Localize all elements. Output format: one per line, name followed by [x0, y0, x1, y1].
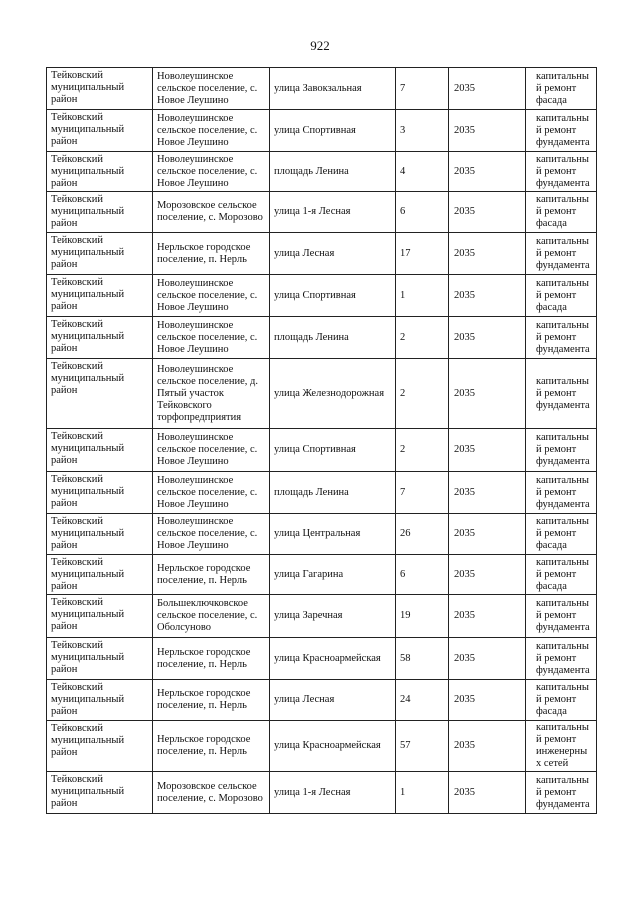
street-cell: улица Лесная — [270, 233, 396, 275]
district-cell: Тейковский муниципальный район — [47, 721, 153, 772]
year-cell: 2035 — [449, 514, 526, 555]
street-cell: улица Спортивная — [270, 429, 396, 472]
house-number-cell: 2 — [396, 359, 449, 429]
district-cell: Тейковский муниципальный район — [47, 317, 153, 359]
street-cell: улица Заречная — [270, 595, 396, 638]
work-type-cell: капитальный ремонт фундамента — [526, 110, 597, 152]
year-cell: 2035 — [449, 555, 526, 595]
settlement-cell: Новолеушинское сельское поселение, с. Новое Леушино — [153, 110, 270, 152]
work-type-cell: капитальный ремонт фасада — [526, 192, 597, 233]
year-cell: 2035 — [449, 192, 526, 233]
house-number-cell: 19 — [396, 595, 449, 638]
year-cell: 2035 — [449, 772, 526, 814]
work-type-cell: капитальный ремонт фасада — [526, 514, 597, 555]
settlement-cell: Большеключковское сельское поселение, с. Оболсуново — [153, 595, 270, 638]
house-number-cell: 1 — [396, 275, 449, 317]
house-number-cell: 6 — [396, 555, 449, 595]
district-cell: Тейковский муниципальный район — [47, 275, 153, 317]
street-cell: улица 1-я Лесная — [270, 192, 396, 233]
work-type-cell: капитальный ремонт фундамента — [526, 359, 597, 429]
settlement-cell: Нерльское городское поселение, п. Нерль — [153, 233, 270, 275]
table-row — [47, 68, 597, 110]
house-number-cell: 2 — [396, 429, 449, 472]
work-type-cell: капитальный ремонт фундамента — [526, 317, 597, 359]
street-cell: улица Центральная — [270, 514, 396, 555]
street-cell: улица Лесная — [270, 680, 396, 721]
work-type-cell: капитальный ремонт фундамента — [526, 233, 597, 275]
table-row — [47, 680, 597, 721]
house-number-cell: 24 — [396, 680, 449, 721]
settlement-cell: Новолеушинское сельское поселение, с. Новое Леушино — [153, 317, 270, 359]
district-cell: Тейковский муниципальный район — [47, 772, 153, 814]
house-number-cell: 26 — [396, 514, 449, 555]
house-number-cell: 7 — [396, 472, 449, 514]
work-type-cell: капитальный ремонт фундамента — [526, 152, 597, 192]
work-type-cell: капитальный ремонт фундамента — [526, 595, 597, 638]
house-number-cell: 6 — [396, 192, 449, 233]
settlement-cell: Новолеушинское сельское поселение, д. Пятый участок Тейковского торфопредприятия — [153, 359, 270, 429]
table-row — [47, 772, 597, 814]
year-cell: 2035 — [449, 359, 526, 429]
work-type-cell: капитальный ремонт фасада — [526, 555, 597, 595]
street-cell: площадь Ленина — [270, 317, 396, 359]
work-type-cell: капитальный ремонт фундамента — [526, 429, 597, 472]
house-number-cell: 57 — [396, 721, 449, 772]
district-cell: Тейковский муниципальный район — [47, 359, 153, 429]
year-cell: 2035 — [449, 595, 526, 638]
house-number-cell: 17 — [396, 233, 449, 275]
settlement-cell: Нерльское городское поселение, п. Нерль — [153, 638, 270, 680]
settlement-cell: Новолеушинское сельское поселение, с. Новое Леушино — [153, 429, 270, 472]
work-type-cell: капитальный ремонт фундамента — [526, 638, 597, 680]
street-cell: улица Красноармейская — [270, 721, 396, 772]
table-row — [47, 359, 597, 429]
work-type-cell: капитальный ремонт фасада — [526, 680, 597, 721]
street-cell: улица Красноармейская — [270, 638, 396, 680]
house-number-cell: 7 — [396, 68, 449, 110]
street-cell: улица Железнодорожная — [270, 359, 396, 429]
year-cell: 2035 — [449, 317, 526, 359]
house-number-cell: 1 — [396, 772, 449, 814]
table-row — [47, 595, 597, 638]
table-row — [47, 110, 597, 152]
street-cell: площадь Ленина — [270, 152, 396, 192]
house-number-cell: 58 — [396, 638, 449, 680]
district-cell: Тейковский муниципальный район — [47, 68, 153, 110]
district-cell: Тейковский муниципальный район — [47, 152, 153, 192]
table-row — [47, 721, 597, 772]
year-cell: 2035 — [449, 680, 526, 721]
settlement-cell: Новолеушинское сельское поселение, с. Новое Леушино — [153, 472, 270, 514]
year-cell: 2035 — [449, 110, 526, 152]
repair-schedule-table — [46, 67, 597, 814]
page-number: 922 — [310, 38, 330, 53]
work-type-cell: капитальный ремонт фундамента — [526, 472, 597, 514]
house-number-cell: 4 — [396, 152, 449, 192]
year-cell: 2035 — [449, 638, 526, 680]
street-cell: улица Спортивная — [270, 275, 396, 317]
district-cell: Тейковский муниципальный район — [47, 472, 153, 514]
district-cell: Тейковский муниципальный район — [47, 638, 153, 680]
settlement-cell: Нерльское городское поселение, п. Нерль — [153, 555, 270, 595]
table-row — [47, 192, 597, 233]
house-number-cell: 3 — [396, 110, 449, 152]
work-type-cell: капитальный ремонт фасада — [526, 275, 597, 317]
district-cell: Тейковский муниципальный район — [47, 680, 153, 721]
year-cell: 2035 — [449, 152, 526, 192]
district-cell: Тейковский муниципальный район — [47, 110, 153, 152]
street-cell: улица 1-я Лесная — [270, 772, 396, 814]
settlement-cell: Морозовское сельское поселение, с. Морозово — [153, 192, 270, 233]
table-row — [47, 233, 597, 275]
street-cell: улица Спортивная — [270, 110, 396, 152]
street-cell: улица Гагарина — [270, 555, 396, 595]
year-cell: 2035 — [449, 68, 526, 110]
street-cell: площадь Ленина — [270, 472, 396, 514]
district-cell: Тейковский муниципальный район — [47, 595, 153, 638]
settlement-cell: Нерльское городское поселение, п. Нерль — [153, 721, 270, 772]
settlement-cell: Новолеушинское сельское поселение, с. Новое Леушино — [153, 275, 270, 317]
settlement-cell: Новолеушинское сельское поселение, с. Новое Леушино — [153, 152, 270, 192]
table-row — [47, 152, 597, 192]
year-cell: 2035 — [449, 275, 526, 317]
year-cell: 2035 — [449, 721, 526, 772]
table-row — [47, 638, 597, 680]
district-cell: Тейковский муниципальный район — [47, 233, 153, 275]
table-body — [47, 68, 597, 814]
year-cell: 2035 — [449, 233, 526, 275]
year-cell: 2035 — [449, 472, 526, 514]
settlement-cell: Новолеушинское сельское поселение, с. Новое Леушино — [153, 514, 270, 555]
work-type-cell: капитальный ремонт фундамента — [526, 772, 597, 814]
year-cell: 2035 — [449, 429, 526, 472]
table-row — [47, 275, 597, 317]
house-number-cell: 2 — [396, 317, 449, 359]
district-cell: Тейковский муниципальный район — [47, 192, 153, 233]
district-cell: Тейковский муниципальный район — [47, 555, 153, 595]
work-type-cell: капитальный ремонт фасада — [526, 68, 597, 110]
street-cell: улица Завокзальная — [270, 68, 396, 110]
settlement-cell: Нерльское городское поселение, п. Нерль — [153, 680, 270, 721]
district-cell: Тейковский муниципальный район — [47, 429, 153, 472]
table-row — [47, 514, 597, 555]
table-row — [47, 555, 597, 595]
work-type-cell: капитальный ремонт инженерных сетей — [526, 721, 597, 772]
settlement-cell: Новолеушинское сельское поселение, с. Новое Леушино — [153, 68, 270, 110]
table-row — [47, 317, 597, 359]
table-row — [47, 472, 597, 514]
table-row — [47, 429, 597, 472]
settlement-cell: Морозовское сельское поселение, с. Морозово — [153, 772, 270, 814]
district-cell: Тейковский муниципальный район — [47, 514, 153, 555]
